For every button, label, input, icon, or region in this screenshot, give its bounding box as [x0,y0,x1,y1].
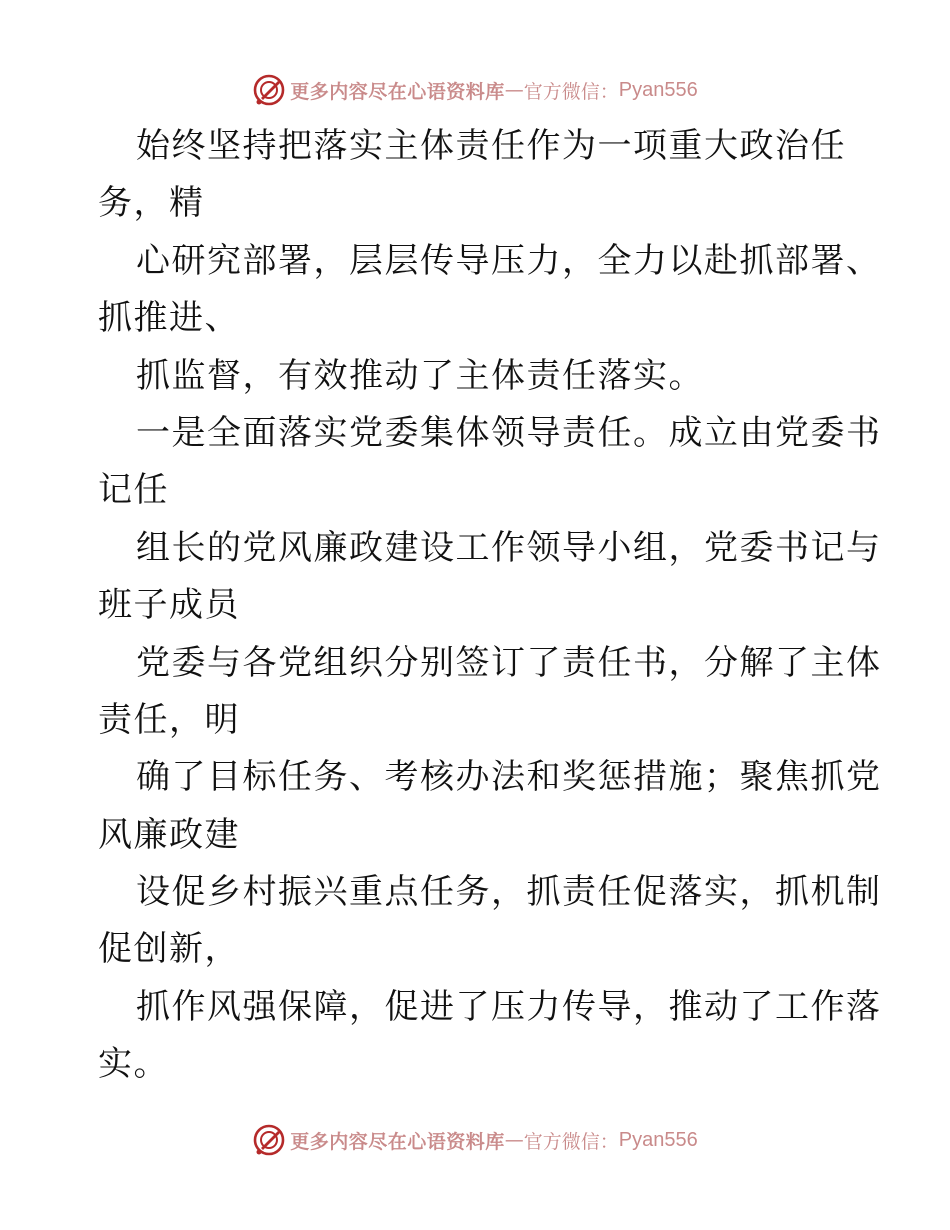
text-line: 促创新， [98,929,240,970]
text-line: 抓推进、 [98,298,240,339]
text-line: 实。 [98,1044,169,1085]
text-line: 一是全面落实党委集体领导责任。成立由党委书 [136,412,882,453]
brand-logo-icon [252,73,286,107]
text-line: 风廉政建 [98,814,240,855]
text-line: 确了目标任务、考核办法和奖惩措施；聚焦抓党 [136,757,882,798]
wechat-label: 官方微信： [523,80,619,103]
banner-dash: — [504,79,524,101]
document-body [98,118,882,1094]
text-line: 心研究部署，层层传导压力，全力以赴抓部署、 [136,240,882,281]
text-line: 班子成员 [98,585,240,626]
wechat-label: 官方微信： [523,1130,619,1153]
text-line: 始终坚持把落实主体责任作为一项重大政治任 [136,126,846,166]
wechat-id: Pyan556 [618,78,698,101]
promo-text: 更多内容尽在心语资料库 [290,80,505,103]
header-banner [0,70,950,110]
footer-banner [0,1120,950,1160]
text-line: 务，精 [98,183,205,224]
wechat-id: Pyan556 [618,1128,698,1151]
text-line: 记任 [98,470,169,511]
text-line: 组长的党风廉政建设工作领导小组，党委书记与 [136,527,882,568]
promo-text: 更多内容尽在心语资料库 [290,1130,505,1153]
text-line: 抓监督，有效推动了主体责任落实。 [136,355,704,396]
banner-dash: — [504,1129,524,1151]
text-line: 抓作风强保障，促进了压力传导，推动了工作落 [136,986,882,1027]
text-line: 党委与各党组织分别签订了责任书，分解了主体 [136,642,882,683]
brand-logo-icon [252,1123,286,1157]
text-line: 设促乡村振兴重点任务，抓责任促落实，抓机制 [136,872,882,913]
text-line: 责任，明 [98,699,240,740]
